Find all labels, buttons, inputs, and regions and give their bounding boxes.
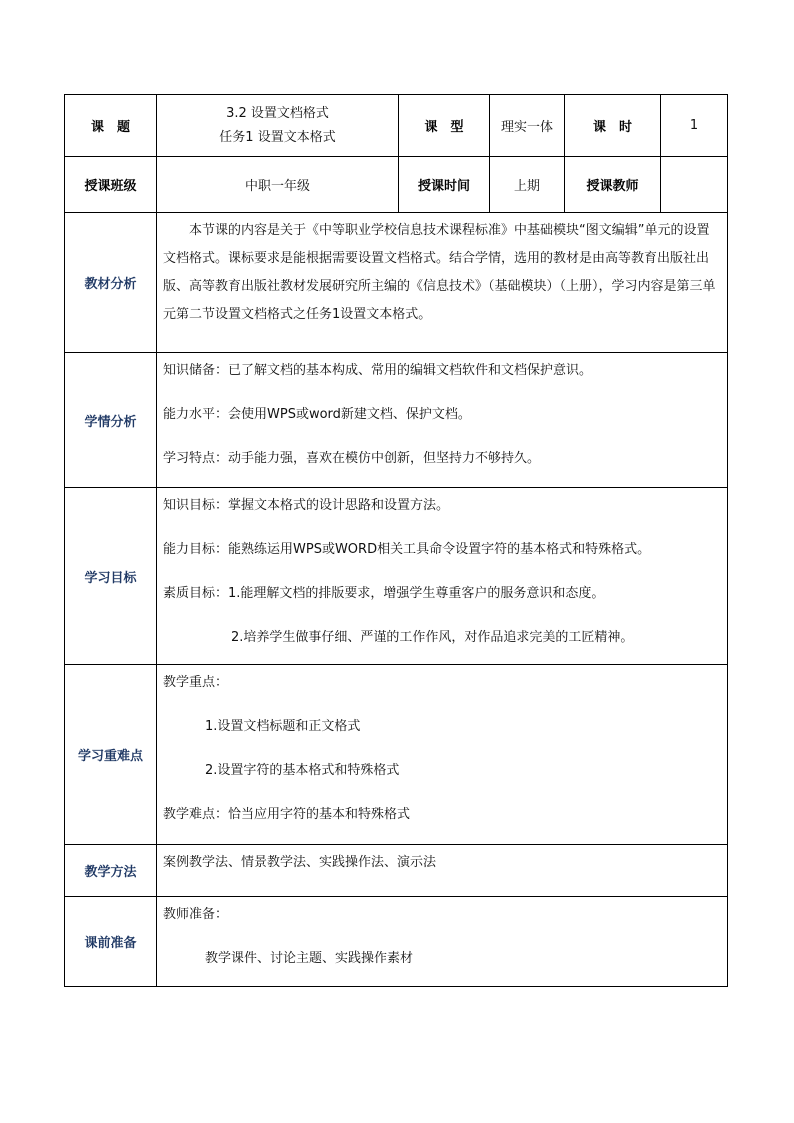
textbook-row — [65, 213, 728, 353]
students-row — [65, 353, 728, 488]
methods-text: 案例教学法、情景教学法、实践操作法、演示法 — [163, 855, 437, 870]
teacher-value — [661, 157, 728, 213]
lesson-title-line2: 任务1 设置文本格式 — [219, 129, 336, 145]
preparation-heading: 教师准备： — [163, 907, 229, 922]
goals-row — [65, 488, 728, 665]
students-label: 学情分析 — [65, 353, 157, 488]
lesson-title-cell — [157, 95, 399, 157]
keypoint-item: 2.设置字符的基本格式和特殊格式 — [205, 763, 400, 778]
header-row — [65, 95, 728, 157]
topic-label: 课 题 — [65, 95, 157, 157]
goals-label: 学习目标 — [65, 488, 157, 665]
textbook-text: 本节课的内容是关于《中等职业学校信息技术课程标准》中基础模块“图文编辑”单元的设置文档格式。课标要求是能根据需要设置文档格式。结合学情，选用的教材是由高等教育出版社出版、高等教育出版社教材发展研究所主编的《信息技术》（基础模块）（上册），学习内容是第三单元第二节设置文档格式之任务1设置文本格式。 — [163, 223, 716, 322]
methods-content — [157, 845, 728, 897]
keypoint-item: 1.设置文档标题和正文格式 — [205, 719, 361, 734]
time-label: 授课时间 — [399, 157, 490, 213]
textbook-content — [157, 213, 728, 353]
goal-line: 能力目标：能熟练运用WPS或WORD相关工具命令设置字符的基本格式和特殊格式。 — [163, 542, 651, 557]
methods-row — [65, 845, 728, 897]
students-line: 学习特点：动手能力强，喜欢在模仿中创新，但坚持力不够持久。 — [163, 451, 541, 466]
students-line: 知识储备：已了解文档的基本构成、常用的编辑文档软件和文档保护意识。 — [163, 363, 593, 378]
lesson-plan-table — [64, 94, 728, 987]
goals-content — [157, 488, 728, 665]
difficulty-text: 教学难点：恰当应用字符的基本和特殊格式 — [163, 807, 411, 822]
keypoints-row — [65, 665, 728, 845]
preparation-text: 教学课件、讨论主题、实践操作素材 — [205, 951, 414, 966]
hours-label: 课 时 — [565, 95, 661, 157]
teacher-label: 授课教师 — [565, 157, 661, 213]
preparation-content — [157, 897, 728, 987]
keypoints-heading: 教学重点： — [163, 675, 229, 690]
time-value: 上期 — [490, 157, 565, 213]
methods-label: 教学方法 — [65, 845, 157, 897]
class-row — [65, 157, 728, 213]
keypoints-label: 学习重难点 — [65, 665, 157, 845]
class-value: 中职一年级 — [157, 157, 399, 213]
goal-line: 素质目标：1.能理解文档的排版要求，增强学生尊重客户的服务意识和态度。 — [163, 586, 605, 601]
goal-line: 知识目标：掌握文本格式的设计思路和设置方法。 — [163, 498, 450, 513]
type-value: 理实一体 — [490, 95, 565, 157]
students-content — [157, 353, 728, 488]
class-label: 授课班级 — [65, 157, 157, 213]
lesson-title-line1: 3.2 设置文档格式 — [226, 105, 329, 121]
hours-value: 1 — [661, 95, 728, 157]
keypoints-content — [157, 665, 728, 845]
preparation-row — [65, 897, 728, 987]
goal-line: 2.培养学生做事仔细、严谨的工作作风，对作品追求完美的工匠精神。 — [231, 630, 634, 645]
students-line: 能力水平：会使用WPS或word新建文档、保护文档。 — [163, 407, 471, 422]
type-label: 课 型 — [399, 95, 490, 157]
textbook-label: 教材分析 — [65, 213, 157, 353]
preparation-label: 课前准备 — [65, 897, 157, 987]
